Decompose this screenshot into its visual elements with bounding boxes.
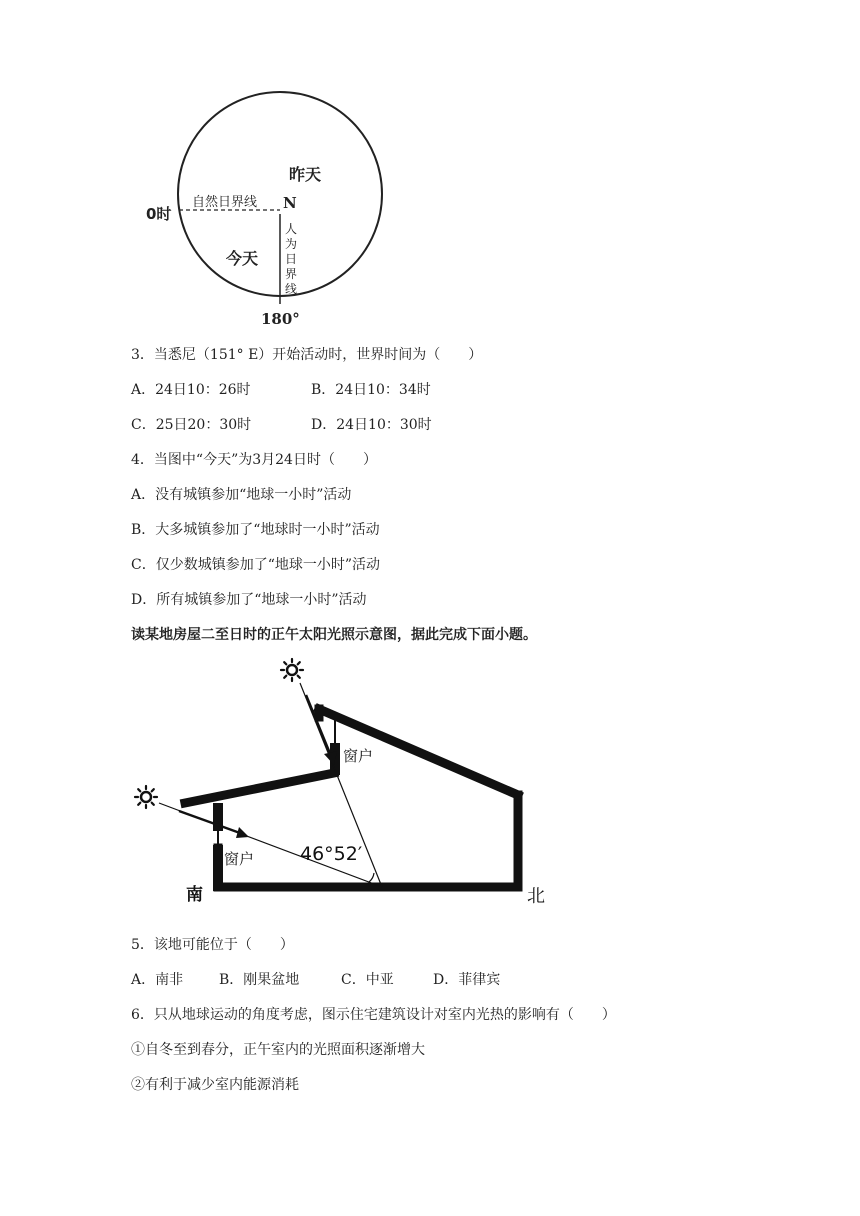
label-today: 今天 bbox=[226, 249, 259, 268]
label-natural-line: 自然日界线 bbox=[192, 195, 258, 210]
angle-label: 46°52′ bbox=[300, 843, 363, 865]
question-6-stem: 6．只从地球运动的角度考虑，图示住宅建筑设计对室内光热的影响有（ ） bbox=[131, 1007, 616, 1023]
question-3-option-d: D．24日10：30时 bbox=[311, 417, 432, 433]
label-0-hour: 0时 bbox=[146, 205, 172, 223]
window-label-lower: 窗户 bbox=[224, 850, 255, 868]
sun-icon bbox=[135, 786, 157, 808]
question-5-option-a: A．南非 bbox=[131, 972, 184, 988]
sun-icon bbox=[281, 659, 303, 681]
question-3-stem: 3．当悉尼（151° E）开始活动时，世界时间为（ ） bbox=[131, 347, 483, 363]
south-wall-base bbox=[213, 845, 223, 891]
label-north: 北 bbox=[527, 886, 545, 907]
question-4-stem: 4．当图中“今天”为3月24日时（ ） bbox=[131, 452, 377, 468]
question-3-option-c: C．25日20：30时 bbox=[131, 417, 252, 433]
date-line-diagram bbox=[140, 80, 400, 330]
question-3-option-b: B．24日10：34时 bbox=[311, 382, 431, 398]
label-artificial-line-1: 人 bbox=[285, 222, 298, 236]
question-4-option-d: D．所有城镇参加了“地球一小时”活动 bbox=[131, 592, 367, 608]
question-5-option-b: B．刚果盆地 bbox=[219, 972, 300, 988]
question-5-stem: 5．该地可能位于（ ） bbox=[131, 937, 294, 953]
label-south: 南 bbox=[186, 885, 203, 905]
section-intro: 读某地房屋二至日时的正午太阳光照示意图，据此完成下面小题。 bbox=[131, 627, 537, 643]
label-artificial-line-3: 日 bbox=[285, 252, 298, 266]
label-north-pole: N bbox=[283, 194, 297, 212]
label-artificial-line-2: 为 bbox=[285, 237, 298, 251]
question-6-item-2: ②有利于减少室内能源消耗 bbox=[131, 1077, 299, 1093]
angle-arc bbox=[369, 873, 374, 882]
question-4-option-c: C．仅少数城镇参加了“地球一小时”活动 bbox=[131, 557, 381, 573]
sun-arrow-lower bbox=[179, 811, 240, 833]
question-5-option-c: C．中亚 bbox=[341, 972, 394, 988]
label-artificial-line-4: 界 bbox=[285, 267, 298, 281]
question-5-option-d: D．菲律宾 bbox=[433, 972, 501, 988]
question-6-item-1: ①自冬至到春分，正午室内的光照面积逐渐增大 bbox=[131, 1042, 425, 1058]
label-artificial-line-5: 线 bbox=[285, 282, 298, 296]
label-yesterday: 昨天 bbox=[289, 165, 322, 184]
question-3-option-a: A．24日10：26时 bbox=[131, 382, 251, 398]
label-180-meridian: 180° bbox=[261, 310, 300, 328]
question-4-option-b: B．大多城镇参加了“地球时一小时”活动 bbox=[131, 522, 380, 538]
sun-arrowhead-lower bbox=[236, 827, 249, 838]
house-sunlight-diagram bbox=[125, 655, 565, 915]
question-4-option-a: A．没有城镇参加“地球一小时”活动 bbox=[131, 487, 352, 503]
window-label-upper: 窗户 bbox=[343, 747, 374, 765]
